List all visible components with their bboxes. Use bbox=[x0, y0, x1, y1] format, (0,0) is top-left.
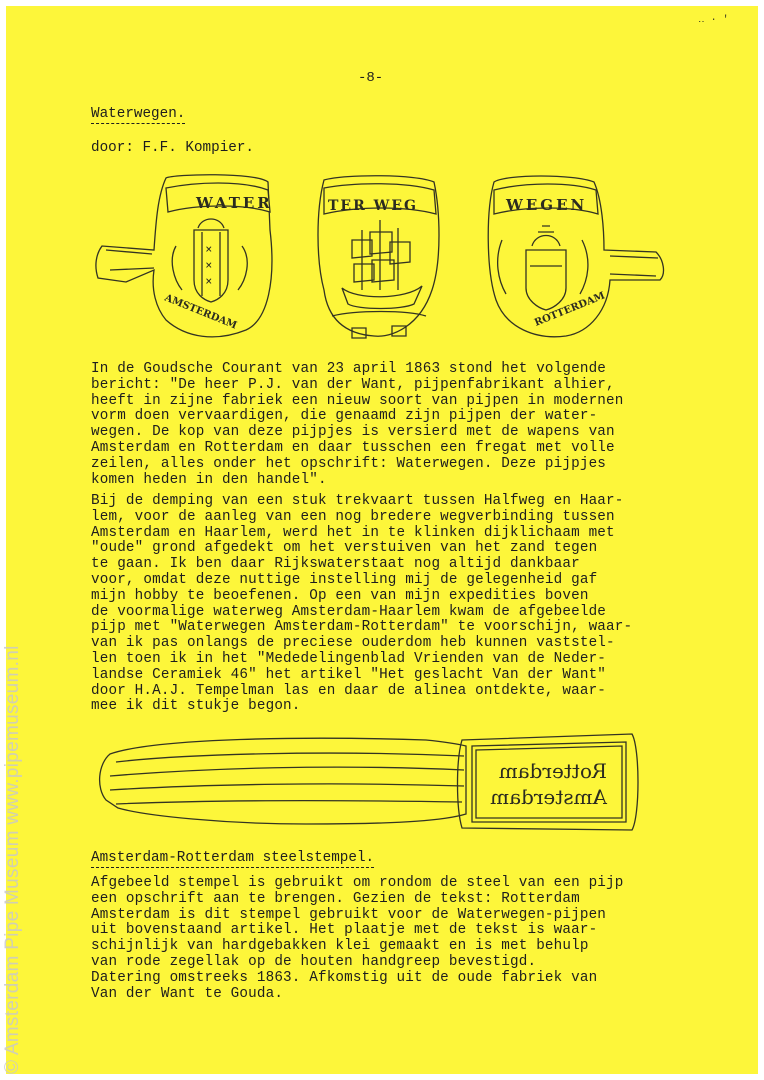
pipe-banner-ter-weg: TER WEG bbox=[328, 198, 418, 214]
corner-specks: ‥ · ' bbox=[698, 15, 729, 26]
article-title-steelstempel: Amsterdam-Rotterdam steelstempel. bbox=[91, 850, 375, 866]
svg-text:×: × bbox=[205, 261, 213, 271]
article1-paragraph2: Bij de demping van een stuk trekvaart tussen Halfweg en Haar- lem, voor de aanleg van een nog bredere wegverbinding tussen Amsterdam en Haarlem, werd het in te klinken dijklichaam met "oude" grond afgedekt om het verstuiven van het zand tegen te gaan. Ik ben daar Rijkswaterstaat nog altijd dankbaar voor, omdat deze nuttige instelling mij de gelegenheid gaf mijn hobby te beoefenen. Op een van mijn expedities boven de voormalige waterweg Amsterdam-Haarlem kwam de afgebeelde pijp met "Waterwegen Amsterdam-Rotterdam" te voorschijn, waar- van ik pas onlangs de preciese ouderdom heb kunnen vaststel- len toen ik in het "Mededelingenblad Vrienden van de Neder- landse Ceramiek 46" het artikel "Het geslacht Van der Want" door H.A.J. Tempelman las en daar de alinea ontdekte, waar- mee ik dit stukje begon. bbox=[91, 493, 633, 715]
pipe-label-amsterdam: AMSTERDAM bbox=[162, 292, 239, 332]
stamp-text-amsterdam: Amsterdam bbox=[490, 785, 607, 809]
svg-text:×: × bbox=[205, 245, 213, 255]
pipe-banner-wegen: WEGEN bbox=[506, 196, 588, 214]
pipe-bowls-illustration bbox=[6, 170, 758, 350]
svg-text:×: × bbox=[205, 277, 213, 287]
pipe-bowl-frigate bbox=[318, 176, 439, 338]
pipe-bowl-rotterdam bbox=[488, 176, 663, 337]
pipe-bowl-amsterdam bbox=[96, 175, 273, 337]
article1-paragraph1: In de Goudsche Courant van 23 april 1863 stond het volgende bericht: "De heer P.J. van der Want, pijpenfabrikant alhier, heeft in zijne fabriek een nieuw soort van pijpen in modernen vorm doen vervaardigen, die genaamd zijn pijpen der water- wegen. De kop van deze pijpjes is versierd met de wapens van Amsterdam en Rotterdam en daar tusschen een fregat met volle zeilen, alles onder het opschrift: Waterwegen. Deze pijpjes komen heden in den handel". bbox=[91, 361, 624, 488]
pipe-banner-water: WATER bbox=[196, 194, 273, 212]
stamp-illustration bbox=[6, 728, 758, 838]
article-title-waterwegen: Waterwegen. bbox=[91, 106, 186, 122]
pipe-label-rotterdam: ROTTERDAM bbox=[533, 290, 607, 329]
document-page bbox=[2, 6, 758, 1074]
article-author: door: F.F. Kompier. bbox=[91, 140, 255, 156]
article2-paragraph: Afgebeeld stempel is gebruikt om rondom de steel van een pijp een opschrift aan te brengen. Gezien de tekst: Rotterdam Amsterdam is dit stempel gebruikt voor de Waterwegen-pijpen uit bovenstaand artikel. Het plaatje met de tekst is waar- schijnlijk van hardgebakken klei gemaakt en is met behulp van rode zegellak op de houten handgreep bevestigd. Datering omstreeks 1863. Afkomstig uit de oude fabriek van Van der Want te Gouda. bbox=[91, 875, 624, 1002]
stamp-text-rotterdam: Rotterdam bbox=[498, 759, 607, 783]
page-number: -8- bbox=[358, 70, 384, 86]
watermark-vertical: © Amsterdam Pipe Museum www.pipemuseum.nl bbox=[2, 645, 23, 1074]
